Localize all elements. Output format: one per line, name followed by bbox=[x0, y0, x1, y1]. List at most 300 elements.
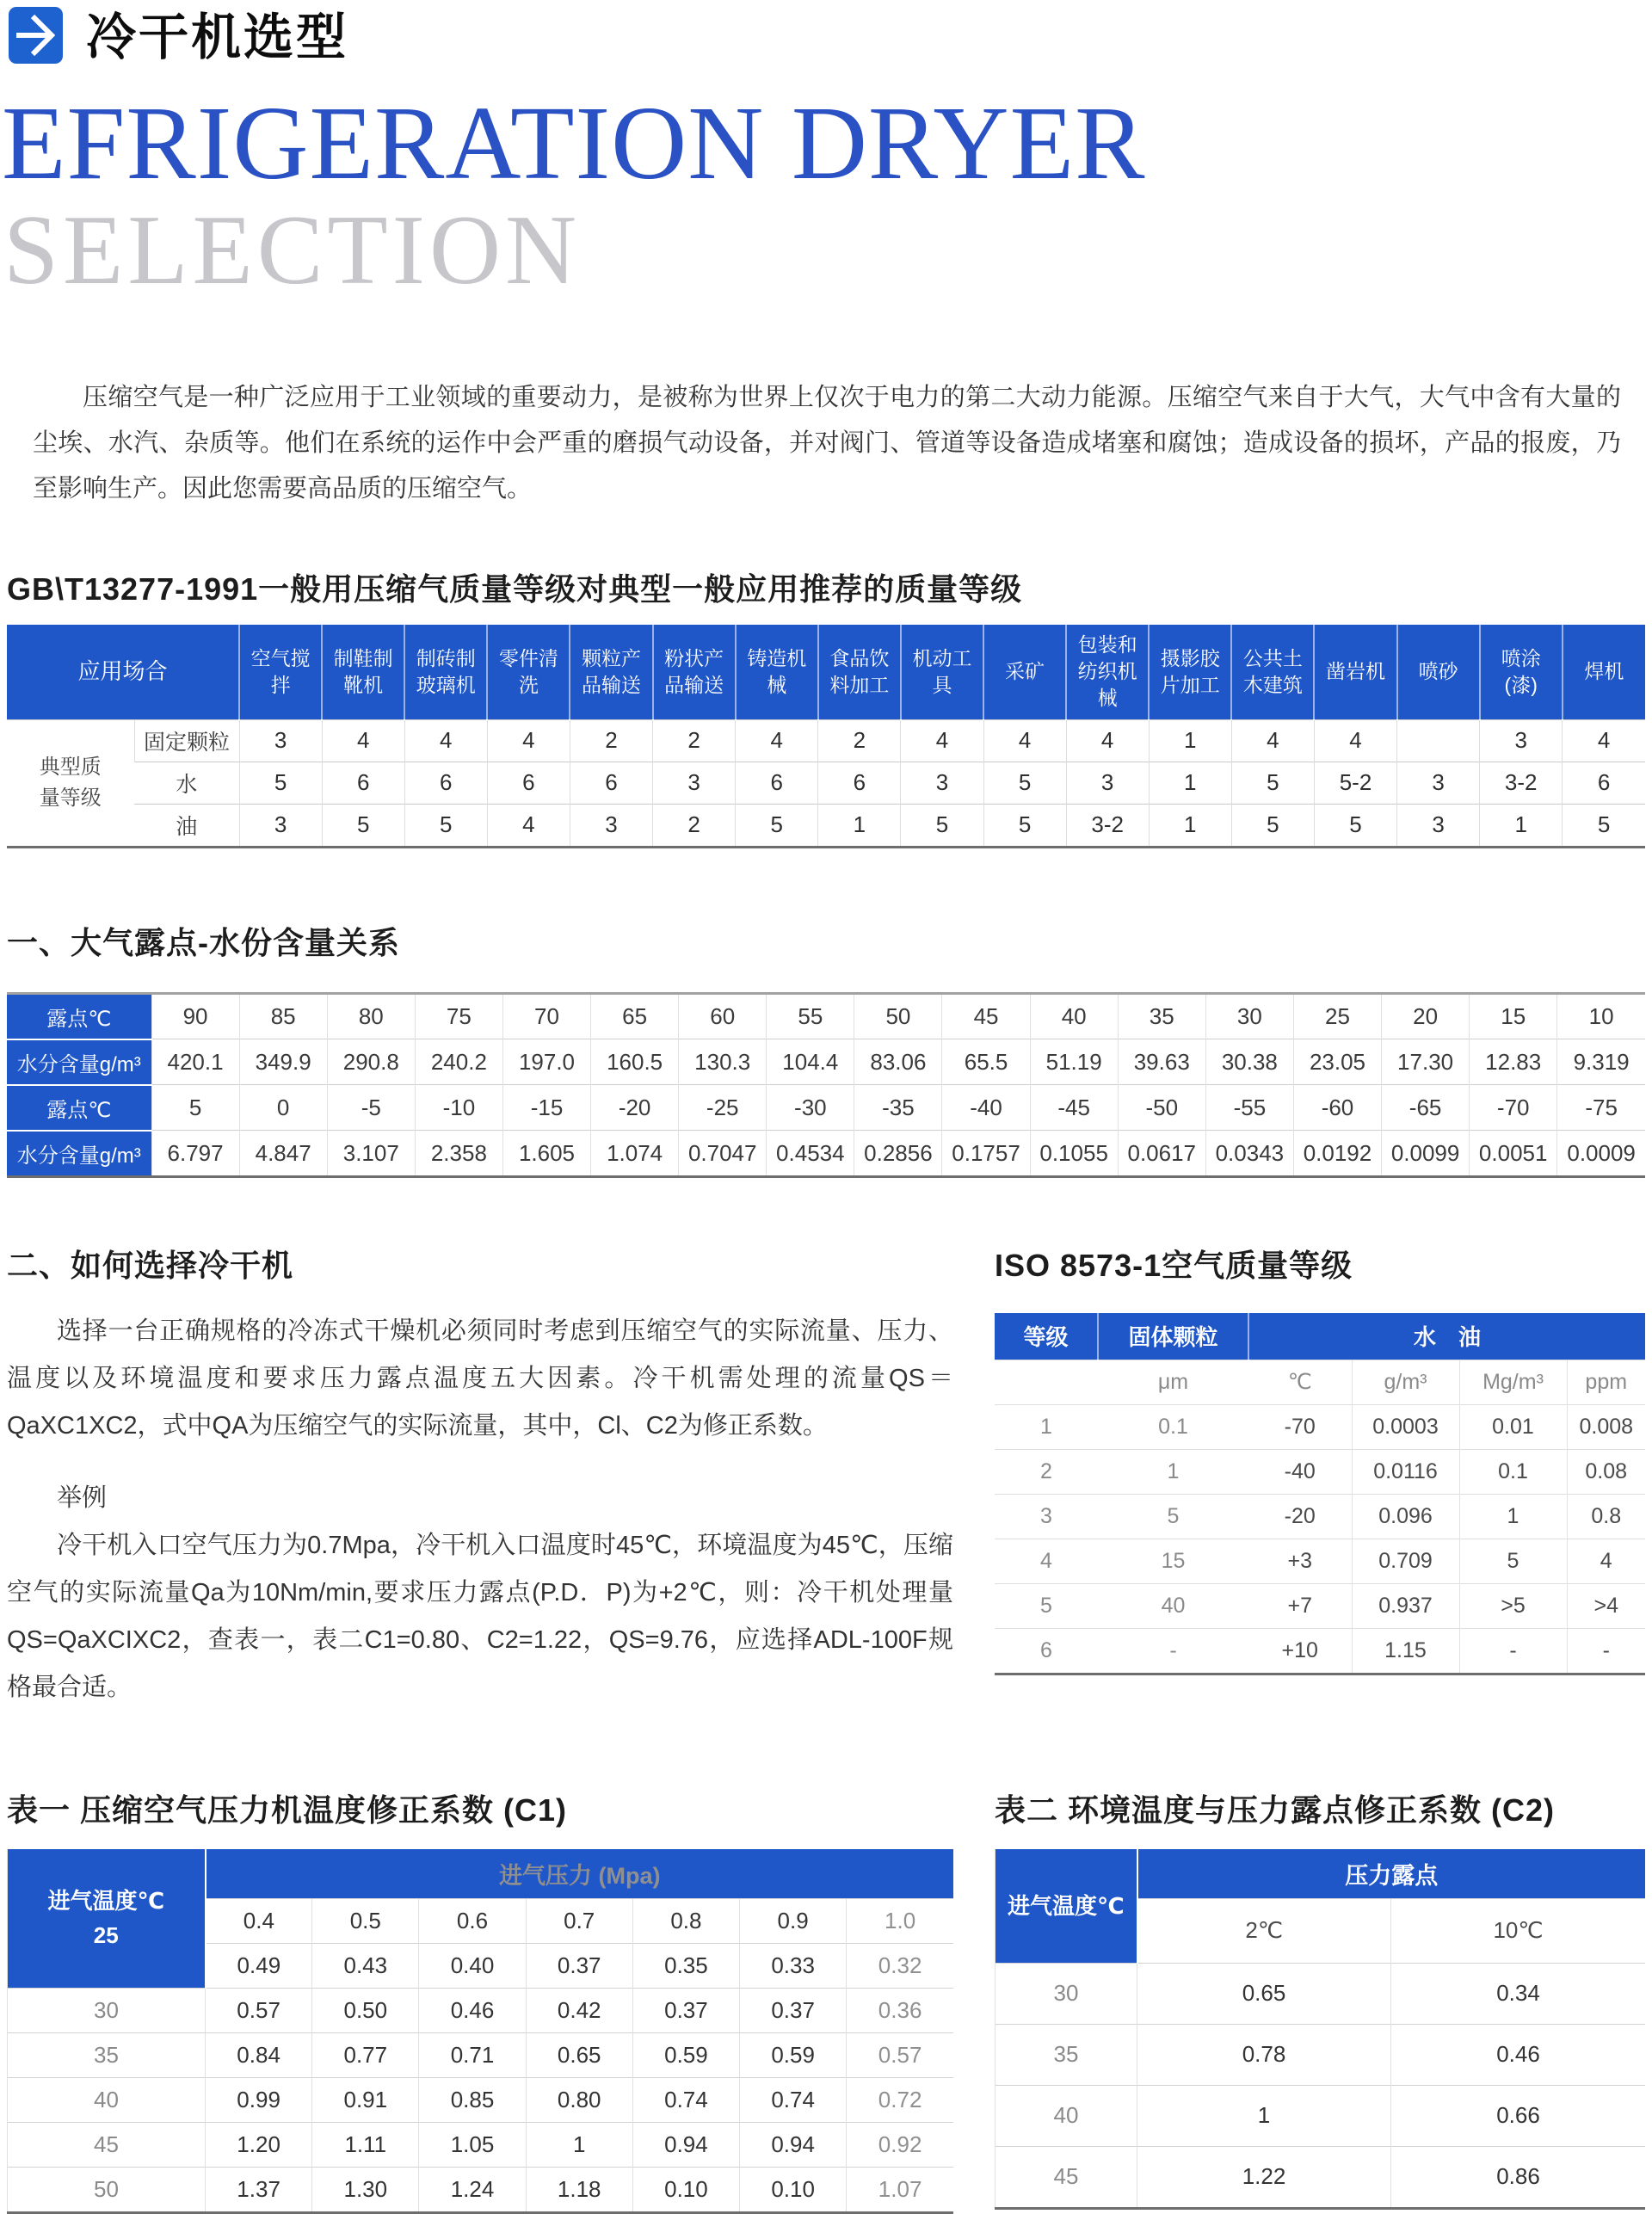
gb-cell: 4 bbox=[736, 719, 818, 762]
page-title-en-2: SELECTION bbox=[3, 194, 582, 305]
gb-cell: 5 bbox=[983, 804, 1066, 847]
iso-water-oil-header: 水 油 bbox=[1248, 1313, 1645, 1360]
t1-cell: 0.77 bbox=[312, 2032, 419, 2077]
table1-heading: 表一 压缩空气压力机温度修正系数 (C1) bbox=[7, 1792, 568, 1828]
t1-cell: 0.74 bbox=[740, 2077, 847, 2122]
gb-cell: 5 bbox=[404, 804, 487, 847]
table-row bbox=[8, 2077, 954, 2122]
gb-cell: 3 bbox=[1397, 762, 1480, 804]
gb-column-header: 制砖制玻璃机 bbox=[404, 625, 487, 720]
table2-section bbox=[995, 1786, 1645, 2214]
gb-cell: 3-2 bbox=[1480, 762, 1563, 804]
gb-cell: 6 bbox=[487, 762, 570, 804]
t1-cell: 1.20 bbox=[206, 2122, 312, 2167]
gb-column-header: 喷砂 bbox=[1397, 625, 1480, 720]
dewpoint-cell: 25 bbox=[1293, 993, 1381, 1039]
dewpoint-cell: -10 bbox=[415, 1085, 502, 1131]
dewpoint-cell: 10 bbox=[1557, 993, 1645, 1039]
middle-columns bbox=[7, 1242, 1645, 1736]
t1-cell: 0.57 bbox=[847, 2032, 953, 2077]
dewpoint-cell: 3.107 bbox=[327, 1131, 415, 1177]
iso-cell: 4 bbox=[1567, 1539, 1645, 1583]
dewpoint-cell: -50 bbox=[1118, 1085, 1205, 1131]
gb-column-header: 机动工具 bbox=[901, 625, 983, 720]
gb-cell: 5 bbox=[1314, 804, 1396, 847]
t2-span-header: 压力露点 bbox=[1137, 1849, 1646, 1899]
gb-cell: 4 bbox=[901, 719, 983, 762]
table-row bbox=[7, 993, 1645, 1039]
iso-cell: - bbox=[1098, 1628, 1248, 1674]
gb-cell: 1 bbox=[1480, 804, 1563, 847]
dewpoint-cell: 349.9 bbox=[239, 1039, 327, 1085]
iso-table-wrap bbox=[995, 1313, 1645, 1675]
iso-cell: 5 bbox=[1098, 1494, 1248, 1539]
c2-correction-table bbox=[995, 1849, 1645, 2210]
gb-cell: 4 bbox=[487, 719, 570, 762]
gb-cell: 3 bbox=[570, 804, 652, 847]
t2-row-label: 35 bbox=[996, 2024, 1137, 2085]
gb-row-label: 水 bbox=[134, 762, 239, 804]
table-row bbox=[996, 2024, 1646, 2085]
t1-cell: 0.10 bbox=[740, 2167, 847, 2212]
iso-cell: 0.08 bbox=[1567, 1449, 1645, 1494]
gb-cell: 4 bbox=[487, 804, 570, 847]
t1-cell: 0.59 bbox=[740, 2032, 847, 2077]
iso-cell: -40 bbox=[1248, 1449, 1352, 1494]
dewpoint-cell: 60 bbox=[679, 993, 767, 1039]
dewpoint-cell: 1.605 bbox=[502, 1131, 590, 1177]
t1-row-label: 50 bbox=[8, 2167, 206, 2212]
gb-column-header: 颗粒产品输送 bbox=[570, 625, 652, 720]
t1-cell: 0.50 bbox=[312, 1988, 419, 2032]
iso-cell: 4 bbox=[995, 1539, 1098, 1583]
t1-cell: 1.11 bbox=[312, 2122, 419, 2167]
t1-cell: 0.40 bbox=[419, 1943, 526, 1988]
gb-column-header: 公共土木建筑 bbox=[1231, 625, 1314, 720]
iso-cell: 3 bbox=[995, 1494, 1098, 1539]
t1-cell: 1.30 bbox=[312, 2167, 419, 2212]
dewpoint-cell: -60 bbox=[1293, 1085, 1381, 1131]
dewpoint-cell: 70 bbox=[502, 993, 590, 1039]
iso-cell: +10 bbox=[1248, 1628, 1352, 1674]
gb-table-heading: GB\T13277-1991一般用压缩气质量等级对典型一般应用推荐的质量等级 bbox=[7, 570, 1023, 607]
dewpoint-cell: 0.0343 bbox=[1205, 1131, 1293, 1177]
gb-cell: 5 bbox=[1231, 762, 1314, 804]
dewpoint-table bbox=[7, 992, 1645, 1178]
t1-cell: 0.85 bbox=[419, 2077, 526, 2122]
selection-paragraph-1: 选择一台正确规格的冷冻式干燥机必须同时考虑到压缩空气的实际流量、压力、温度以及环境温度和要求压力露点温度五大因素。冷干机需处理的流量QS＝QaXC1XC2，式中QA为压缩空气的实际流量，其中，Cl、C2为修正系数。 bbox=[7, 1317, 953, 1440]
t1-cell: 1.07 bbox=[847, 2167, 953, 2212]
t2-dewpoint-cell: 2℃ bbox=[1137, 1898, 1391, 1963]
iso-unit-cell: ppm bbox=[1567, 1360, 1645, 1404]
gb-cell: 1 bbox=[1149, 762, 1231, 804]
t2-cell: 0.66 bbox=[1391, 2085, 1646, 2146]
gb-row-label: 油 bbox=[134, 804, 239, 847]
t1-cell: 0.99 bbox=[206, 2077, 312, 2122]
gb-cell: 5 bbox=[736, 804, 818, 847]
dewpoint-cell: 240.2 bbox=[415, 1039, 502, 1085]
gb-cell: 3 bbox=[653, 762, 736, 804]
dewpoint-row-label: 水分含量g/m³ bbox=[7, 1131, 151, 1177]
dewpoint-cell: 17.30 bbox=[1382, 1039, 1470, 1085]
iso-quality-table bbox=[995, 1313, 1645, 1675]
table-row bbox=[995, 1494, 1645, 1539]
table-row bbox=[8, 2032, 954, 2077]
dewpoint-cell: 104.4 bbox=[767, 1039, 854, 1085]
dewpoint-cell: 85 bbox=[239, 993, 327, 1039]
t1-cell: 0.92 bbox=[847, 2122, 953, 2167]
t1-pressure-cell: 0.5 bbox=[312, 1898, 419, 1943]
gb-table-wrap bbox=[7, 625, 1645, 848]
gb-cell: 3 bbox=[1480, 719, 1563, 762]
dewpoint-table-wrap bbox=[7, 992, 1645, 1178]
dewpoint-cell: 80 bbox=[327, 993, 415, 1039]
gb-cell: 2 bbox=[653, 719, 736, 762]
t1-cell: 1.37 bbox=[206, 2167, 312, 2212]
dewpoint-cell: 50 bbox=[854, 993, 942, 1039]
dewpoint-cell: -20 bbox=[591, 1085, 679, 1131]
t2-row-label: 45 bbox=[996, 2146, 1137, 2208]
gb-cell: 4 bbox=[1314, 719, 1396, 762]
dewpoint-cell: 23.05 bbox=[1293, 1039, 1381, 1085]
dewpoint-cell: 12.83 bbox=[1470, 1039, 1557, 1085]
gb-cell: 2 bbox=[653, 804, 736, 847]
t1-cell: 0.33 bbox=[740, 1943, 847, 1988]
dewpoint-cell: 1.074 bbox=[591, 1131, 679, 1177]
dewpoint-cell: 4.847 bbox=[239, 1131, 327, 1177]
t1-cell: 0.94 bbox=[632, 2122, 739, 2167]
iso-cell: 1 bbox=[995, 1404, 1098, 1449]
t1-cell: 0.80 bbox=[526, 2077, 632, 2122]
dewpoint-cell: 2.358 bbox=[415, 1131, 502, 1177]
gb-cell: 6 bbox=[1563, 762, 1645, 804]
table1-section bbox=[7, 1786, 953, 2214]
dewpoint-cell: 0.4534 bbox=[767, 1131, 854, 1177]
dewpoint-cell: -15 bbox=[502, 1085, 590, 1131]
dewpoint-cell: 51.19 bbox=[1030, 1039, 1118, 1085]
iso-cell: -20 bbox=[1248, 1494, 1352, 1539]
dewpoint-heading: 一、大气露点-水份含量关系 bbox=[7, 924, 400, 960]
iso-cell: 2 bbox=[995, 1449, 1098, 1494]
gb-cell: 3-2 bbox=[1066, 804, 1149, 847]
dewpoint-cell: 45 bbox=[942, 993, 1030, 1039]
iso-cell: 1.15 bbox=[1352, 1628, 1459, 1674]
dewpoint-cell: 0 bbox=[239, 1085, 327, 1131]
dewpoint-cell: 0.0009 bbox=[1557, 1131, 1645, 1177]
table-row bbox=[7, 804, 1645, 847]
iso-unit-cell: μm bbox=[1098, 1360, 1248, 1404]
dewpoint-cell: 6.797 bbox=[151, 1131, 239, 1177]
dewpoint-cell: 75 bbox=[415, 993, 502, 1039]
gb-cell: 5 bbox=[1563, 804, 1645, 847]
gb-column-header: 喷涂(漆) bbox=[1480, 625, 1563, 720]
iso-heading: ISO 8573-1空气质量等级 bbox=[995, 1247, 1353, 1283]
dewpoint-row-label: 露点℃ bbox=[7, 1085, 151, 1131]
iso-cell: 5 bbox=[1459, 1539, 1567, 1583]
t1-cell: 1 bbox=[526, 2122, 632, 2167]
table-row bbox=[995, 1628, 1645, 1674]
t2-cell: 0.65 bbox=[1137, 1963, 1391, 2024]
iso-cell: - bbox=[1459, 1628, 1567, 1674]
t1-row-label: 35 bbox=[8, 2032, 206, 2077]
gb-cell: 4 bbox=[1563, 719, 1645, 762]
t1-row-label: 40 bbox=[8, 2077, 206, 2122]
t1-cell: 0.91 bbox=[312, 2077, 419, 2122]
dewpoint-cell: 39.63 bbox=[1118, 1039, 1205, 1085]
t1-corner-line2: 25 bbox=[93, 1922, 119, 1949]
table-row bbox=[8, 2167, 954, 2212]
dewpoint-cell: 65.5 bbox=[942, 1039, 1030, 1085]
selection-paragraph-2: 冷干机入口空气压力为0.7Mpa，冷干机入口温度时45℃，环境温度为45℃，压缩空气的实际流量Qa为10Nm/min,要求压力露点(P.D．P)为+2℃，则：冷干机处理量QS=QaXCIXC2，查表一，表二C1=0.80、C2=1.22，QS=9.76，应选择ADL-100F规格最合适。 bbox=[7, 1531, 953, 1701]
dewpoint-row-label: 水分含量g/m³ bbox=[7, 1039, 151, 1085]
iso-section bbox=[995, 1242, 1645, 1736]
dewpoint-cell: 0.7047 bbox=[679, 1131, 767, 1177]
table-row bbox=[995, 1583, 1645, 1628]
dewpoint-cell: -30 bbox=[767, 1085, 854, 1131]
dewpoint-cell: 83.06 bbox=[854, 1039, 942, 1085]
example-label: 举例 bbox=[57, 1483, 108, 1512]
iso-unit-cell: ℃ bbox=[1248, 1360, 1352, 1404]
dewpoint-cell: 90 bbox=[151, 993, 239, 1039]
gb-column-header: 食品饮料加工 bbox=[818, 625, 901, 720]
t2-cell: 0.34 bbox=[1391, 1963, 1646, 2024]
iso-cell: 6 bbox=[995, 1628, 1098, 1674]
iso-units-blank bbox=[995, 1360, 1098, 1404]
dewpoint-cell: 0.0051 bbox=[1470, 1131, 1557, 1177]
t2-cell: 1.22 bbox=[1137, 2146, 1391, 2208]
t1-cell: 0.59 bbox=[632, 2032, 739, 2077]
dewpoint-cell: 20 bbox=[1382, 993, 1470, 1039]
table2-wrap bbox=[995, 1849, 1645, 2210]
dewpoint-cell: 197.0 bbox=[502, 1039, 590, 1085]
t2-corner-cell: 进气温度℃ bbox=[996, 1849, 1137, 1964]
iso-cell: 0.1 bbox=[1459, 1449, 1567, 1494]
dewpoint-cell: 0.1757 bbox=[942, 1131, 1030, 1177]
gb-column-header: 焊机 bbox=[1563, 625, 1645, 720]
selection-heading: 二、如何选择冷干机 bbox=[7, 1247, 294, 1283]
gb-cell: 5 bbox=[983, 762, 1066, 804]
dewpoint-row-label: 露点℃ bbox=[7, 993, 151, 1039]
iso-cell: 0.008 bbox=[1567, 1404, 1645, 1449]
t1-pressure-cell: 0.7 bbox=[526, 1898, 632, 1943]
page-title-en: EFRIGERATION DRYER bbox=[2, 85, 1146, 201]
t1-row-label: 45 bbox=[8, 2122, 206, 2167]
dewpoint-cell: 160.5 bbox=[591, 1039, 679, 1085]
t1-cell: 0.32 bbox=[847, 1943, 953, 1988]
table-row bbox=[996, 1849, 1646, 1899]
dewpoint-cell: 420.1 bbox=[151, 1039, 239, 1085]
gb-column-header: 包装和纺织机械 bbox=[1066, 625, 1149, 720]
gb-cell: 4 bbox=[983, 719, 1066, 762]
bottom-columns bbox=[7, 1786, 1645, 2214]
gb-cell: 3 bbox=[1066, 762, 1149, 804]
t1-corner-cell bbox=[8, 1849, 206, 1989]
dewpoint-cell: -55 bbox=[1205, 1085, 1293, 1131]
dewpoint-cell: -75 bbox=[1557, 1085, 1645, 1131]
t2-cell: 0.86 bbox=[1391, 2146, 1646, 2208]
table-row bbox=[7, 762, 1645, 804]
t1-cell: 0.37 bbox=[526, 1943, 632, 1988]
t1-pressure-cell: 0.4 bbox=[206, 1898, 312, 1943]
gb-column-header: 铸造机械 bbox=[736, 625, 818, 720]
dewpoint-cell: 30.38 bbox=[1205, 1039, 1293, 1085]
dewpoint-cell: 0.1055 bbox=[1030, 1131, 1118, 1177]
iso-cell: >4 bbox=[1567, 1583, 1645, 1628]
gb-cell: 1 bbox=[1149, 804, 1231, 847]
dewpoint-cell: 15 bbox=[1470, 993, 1557, 1039]
iso-unit-cell: Mg/m³ bbox=[1459, 1360, 1567, 1404]
t2-row-label: 30 bbox=[996, 1963, 1137, 2024]
t1-row-label: 30 bbox=[8, 1988, 206, 2032]
dewpoint-cell: -40 bbox=[942, 1085, 1030, 1131]
t1-cell: 0.65 bbox=[526, 2032, 632, 2077]
gb-cell: 2 bbox=[818, 719, 901, 762]
dewpoint-cell: 0.2856 bbox=[854, 1131, 942, 1177]
dewpoint-cell: -70 bbox=[1470, 1085, 1557, 1131]
iso-cell: 1 bbox=[1098, 1449, 1248, 1494]
t1-pressure-cell: 1.0 bbox=[847, 1898, 953, 1943]
iso-cell: 0.0003 bbox=[1352, 1404, 1459, 1449]
gb-column-header: 制鞋制靴机 bbox=[322, 625, 404, 720]
t1-pressure-cell: 0.6 bbox=[419, 1898, 526, 1943]
iso-cell: 5 bbox=[995, 1583, 1098, 1628]
t1-cell: 0.36 bbox=[847, 1988, 953, 2032]
t1-cell: 0.37 bbox=[632, 1988, 739, 2032]
table-row bbox=[995, 1404, 1645, 1449]
iso-cell: >5 bbox=[1459, 1583, 1567, 1628]
table-row bbox=[995, 1449, 1645, 1494]
t1-cell: 1.18 bbox=[526, 2167, 632, 2212]
gb-column-header: 零件清洗 bbox=[487, 625, 570, 720]
t2-dewpoint-cell: 10℃ bbox=[1391, 1898, 1646, 1963]
intro-paragraph: 压缩空气是一种广泛应用于工业领域的重要动力，是被称为世界上仅次于电力的第二大动力能源。压缩空气来自于大气，大气中含有大量的尘埃、水汽、杂质等。他们在系统的运作中会严重的磨损气动设备，并对阀门、管道等设备造成堵塞和腐蚀；造成设备的损坏，产品的报废，乃至影响生产。因此您需要高品质的压缩空气。 bbox=[33, 383, 1621, 503]
gb-cell: 3 bbox=[901, 762, 983, 804]
iso-cell: - bbox=[1567, 1628, 1645, 1674]
dewpoint-cell: 65 bbox=[591, 993, 679, 1039]
gb-quality-table bbox=[7, 625, 1645, 848]
gb-cell: 5 bbox=[1231, 804, 1314, 847]
gb-column-header: 粉状产品输送 bbox=[653, 625, 736, 720]
t1-cell: 0.37 bbox=[740, 1988, 847, 2032]
dewpoint-cell: 9.319 bbox=[1557, 1039, 1645, 1085]
gb-cell: 1 bbox=[1149, 719, 1231, 762]
iso-grade-header: 等级 bbox=[995, 1313, 1098, 1360]
iso-cell: +7 bbox=[1248, 1583, 1352, 1628]
t1-cell: 0.57 bbox=[206, 1988, 312, 2032]
t1-cell: 1.05 bbox=[419, 2122, 526, 2167]
gb-column-header: 摄影胶片加工 bbox=[1149, 625, 1231, 720]
iso-cell: 0.937 bbox=[1352, 1583, 1459, 1628]
t1-cell: 0.42 bbox=[526, 1988, 632, 2032]
t1-cell: 0.46 bbox=[419, 1988, 526, 2032]
iso-cell: 40 bbox=[1098, 1583, 1248, 1628]
gb-cell: 6 bbox=[736, 762, 818, 804]
iso-cell: 0.8 bbox=[1567, 1494, 1645, 1539]
dewpoint-cell: -65 bbox=[1382, 1085, 1470, 1131]
table-row bbox=[8, 1988, 954, 2032]
dewpoint-cell: 35 bbox=[1118, 993, 1205, 1039]
gb-cell: 4 bbox=[404, 719, 487, 762]
gb-cell: 6 bbox=[322, 762, 404, 804]
table-row bbox=[7, 1131, 1645, 1177]
gb-column-header: 空气搅拌 bbox=[239, 625, 322, 720]
gb-cell: 4 bbox=[322, 719, 404, 762]
table-row bbox=[7, 1085, 1645, 1131]
iso-cell: 0.0116 bbox=[1352, 1449, 1459, 1494]
t1-cell: 0.72 bbox=[847, 2077, 953, 2122]
gb-cell: 6 bbox=[818, 762, 901, 804]
table-row bbox=[7, 719, 1645, 762]
gb-cell: 4 bbox=[1231, 719, 1314, 762]
gb-column-header: 采矿 bbox=[983, 625, 1066, 720]
gb-cell: 5-2 bbox=[1314, 762, 1396, 804]
table-row bbox=[7, 1039, 1645, 1085]
t1-cell: 1.24 bbox=[419, 2167, 526, 2212]
table-row bbox=[996, 2146, 1646, 2208]
gb-column-header: 凿岩机 bbox=[1314, 625, 1396, 720]
gb-cell: 4 bbox=[1066, 719, 1149, 762]
t2-cell: 1 bbox=[1137, 2085, 1391, 2146]
dewpoint-cell: -25 bbox=[679, 1085, 767, 1131]
gb-cell: 3 bbox=[1397, 804, 1480, 847]
t1-cell: 0.43 bbox=[312, 1943, 419, 1988]
t2-row-label: 40 bbox=[996, 2085, 1137, 2146]
t2-cell: 0.78 bbox=[1137, 2024, 1391, 2085]
table-row bbox=[8, 2122, 954, 2167]
iso-cell: +3 bbox=[1248, 1539, 1352, 1583]
table2-heading: 表二 环境温度与压力露点修正系数 (C2) bbox=[995, 1792, 1556, 1828]
iso-cell: -70 bbox=[1248, 1404, 1352, 1449]
dewpoint-cell: 0.0192 bbox=[1293, 1131, 1381, 1177]
table-row bbox=[996, 1963, 1646, 2024]
t1-cell: 0.74 bbox=[632, 2077, 739, 2122]
t1-pressure-cell: 0.9 bbox=[740, 1898, 847, 1943]
t2-cell: 0.46 bbox=[1391, 2024, 1646, 2085]
selection-section bbox=[7, 1242, 953, 1736]
gb-cell: 5 bbox=[901, 804, 983, 847]
dewpoint-cell: 30 bbox=[1205, 993, 1293, 1039]
table-row bbox=[995, 1539, 1645, 1583]
gb-cell: 3 bbox=[239, 804, 322, 847]
gb-cell: 3 bbox=[239, 719, 322, 762]
t1-corner-line1: 进气温度℃ bbox=[47, 1888, 164, 1915]
dewpoint-cell: -35 bbox=[854, 1085, 942, 1131]
gb-cell: 2 bbox=[570, 719, 652, 762]
table-row bbox=[8, 1849, 954, 1899]
dewpoint-cell: -5 bbox=[327, 1085, 415, 1131]
iso-cell: 1 bbox=[1459, 1494, 1567, 1539]
dewpoint-cell: 5 bbox=[151, 1085, 239, 1131]
gb-corner-header: 应用场合 bbox=[7, 625, 239, 720]
page-header bbox=[7, 5, 1645, 71]
iso-cell: 15 bbox=[1098, 1539, 1248, 1583]
gb-cell bbox=[1397, 719, 1480, 762]
gb-cell: 6 bbox=[404, 762, 487, 804]
page-title-cn: 冷干机选型 bbox=[86, 9, 349, 65]
gb-row-group-label: 典型质量等级 bbox=[7, 719, 134, 847]
iso-unit-cell: g/m³ bbox=[1352, 1360, 1459, 1404]
iso-cell: 0.709 bbox=[1352, 1539, 1459, 1583]
dewpoint-cell: -45 bbox=[1030, 1085, 1118, 1131]
iso-solid-header: 固体颗粒 bbox=[1098, 1313, 1248, 1360]
dewpoint-cell: 0.0099 bbox=[1382, 1131, 1470, 1177]
table-row bbox=[996, 2085, 1646, 2146]
dewpoint-cell: 55 bbox=[767, 993, 854, 1039]
gb-cell: 5 bbox=[239, 762, 322, 804]
gb-row-label: 固定颗粒 bbox=[134, 719, 239, 762]
gb-cell: 1 bbox=[818, 804, 901, 847]
c1-correction-table bbox=[7, 1849, 953, 2214]
